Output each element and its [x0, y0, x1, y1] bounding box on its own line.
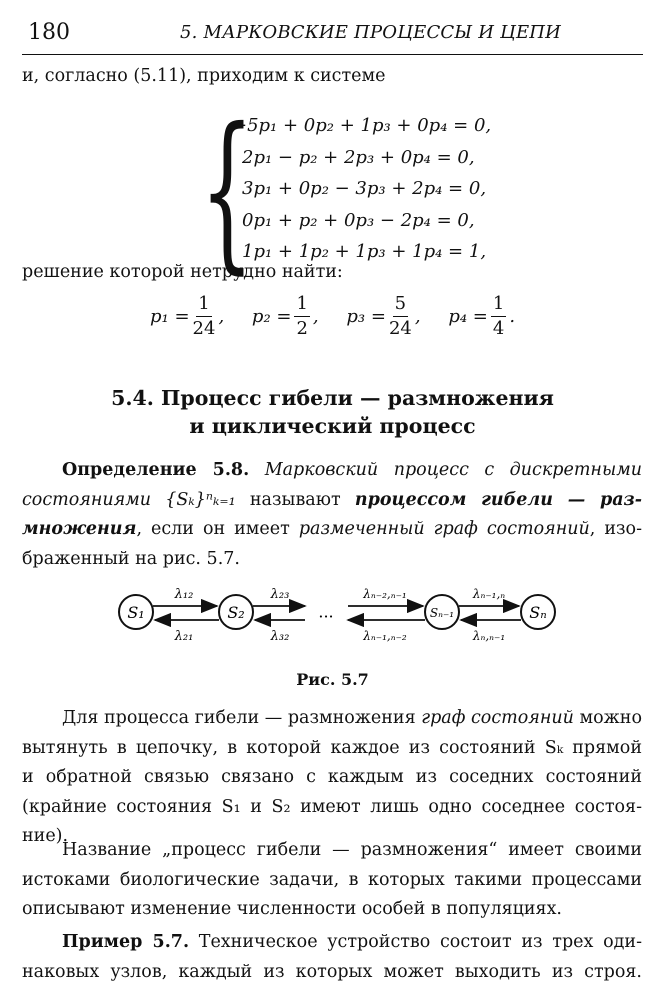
state-node-sn [521, 595, 555, 629]
rate-label: λ₂₃ [270, 587, 290, 602]
rate-label: λₙ₋₁,ₙ₋₂ [363, 629, 407, 643]
rate-label: λ₁₂ [174, 587, 194, 602]
solution-intro: решение которой нетрудно найти: [22, 262, 343, 282]
state-graph-figure [100, 576, 570, 656]
definition-paragraph: Определение 5.8. Марковский процесс с дискретными состояниями {Sₖ}ⁿₖ₌₁ называют процессом гибели — раз- множения, если он имеет размеченный граф состояний, изо- браженный на рис. 5.7. [22, 460, 642, 569]
svg-text:S₂: S₂ [227, 603, 245, 622]
solution-p1: p₁ = $\frac{1}{24}$ , [150, 293, 225, 339]
origin-paragraph: Название „процесс гибели — размножения“ имеет своими истоками биологические задачи, в которых такими процессами описывают изменение численности особей в популяциях. [22, 840, 642, 919]
figure-caption: Рис. 5.7 [296, 670, 369, 689]
state-node-s1 [119, 595, 153, 629]
equation-row: −5p₁ + 0p₂ + 1p₃ + 0p₄ = 0, [232, 115, 492, 136]
equation-row: 3p₁ + 0p₂ − 3p₃ + 2p₄ = 0, [242, 178, 487, 199]
definition-label: Определение 5.8. [62, 460, 250, 480]
equation-row: 0p₁ + p₂ + 0p₃ − 2p₄ = 0, [242, 209, 475, 231]
state-node-s2 [219, 595, 253, 629]
svg-text:S₁: S₁ [127, 603, 145, 622]
chain-ellipsis: ··· [318, 607, 334, 626]
section-heading-line2: и циклический процесс [189, 414, 476, 438]
solution-p2: p₂ = $\frac{1}{2}$ , [251, 293, 319, 339]
rate-label: λ₂₁ [174, 629, 194, 644]
svg-text:Sₙ₋₁: Sₙ₋₁ [429, 606, 455, 620]
example-label: Пример 5.7. [62, 932, 190, 952]
equation-row: 1p₁ + 1p₂ + 1p₃ + 1p₄ = 1, [242, 241, 487, 262]
chain-paragraph: Для процесса гибели — размножения граф состояний можно вытянуть в цепочку, в которой каждое из состояний Sₖ прямой и обратной связью связано с каждым из соседних состояний (крайние состояния S₁ и S₂ имеют лишь одно соседнее состоя- ние). [22, 708, 642, 846]
page-header [22, 14, 643, 55]
running-title: 5. МАРКОВСКИЕ ПРОЦЕССЫ И ЦЕПИ [180, 22, 562, 43]
rate-label: λ₃₂ [270, 629, 290, 644]
equation-system [232, 110, 491, 268]
svg-text:Sₙ: Sₙ [529, 603, 547, 622]
rate-label: λₙ₋₁,ₙ [472, 587, 506, 601]
rate-label: λₙ₋₂,ₙ₋₁ [363, 587, 407, 601]
state-node-sn-1 [425, 595, 459, 629]
page-number: 180 [28, 20, 70, 45]
rate-label: λₙ,ₙ₋₁ [472, 629, 506, 643]
solution-p4: p₄ = $\frac{1}{4}$ . [448, 293, 516, 339]
solution-p3: p₃ = $\frac{5}{24}$ , [346, 293, 421, 339]
section-heading-line1: 5.4. Процесс гибели — размножения [111, 386, 554, 410]
example-paragraph: Пример 5.7. Техническое устройство состоит из трех оди- наковых узлов, каждый из которых может выходить из строя. [22, 932, 642, 982]
solution-formula [150, 292, 537, 341]
intro-text: и, согласно (5.11), приходим к системе [22, 66, 386, 86]
equation-row: 2p₁ − p₂ + 2p₃ + 0p₄ = 0, [242, 146, 475, 168]
system-brace: { [200, 92, 255, 290]
